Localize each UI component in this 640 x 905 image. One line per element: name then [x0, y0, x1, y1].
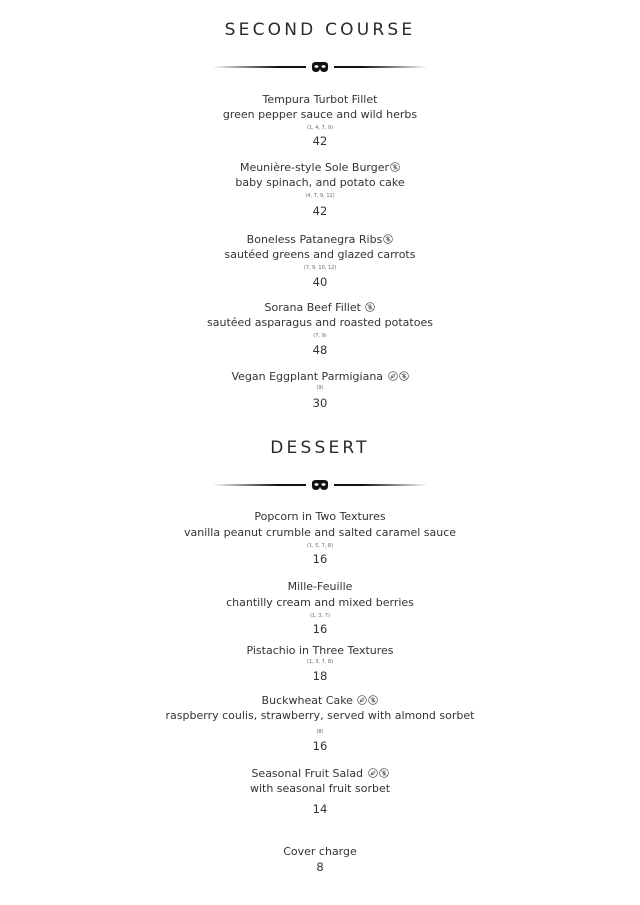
- cover-charge-label: Cover charge: [283, 845, 357, 858]
- item-name: Vegan Eggplant Parmigiana: [231, 370, 384, 383]
- menu-item: [0, 766, 640, 817]
- item-price: 40: [312, 275, 328, 289]
- cover-charge-price: 8: [316, 860, 324, 874]
- item-description: sautéed greens and glazed carrots: [224, 248, 416, 261]
- item-price: 18: [312, 669, 328, 683]
- item-price: 16: [312, 739, 328, 753]
- vegan-icon: [388, 371, 398, 381]
- divider-line-right: [334, 66, 428, 68]
- mask-icon: [311, 480, 329, 490]
- item-allergens: (1, 3, 7, 8): [306, 659, 334, 665]
- item-allergens: (4, 7, 9, 12): [305, 193, 335, 199]
- gluten-free-icon: [383, 234, 393, 244]
- menu-item: [0, 300, 640, 358]
- menu-item: [0, 92, 640, 149]
- gluten-free-icon: [365, 302, 375, 312]
- menu-item: [0, 369, 640, 411]
- item-allergens: (1, 4, 7, 9): [306, 125, 334, 131]
- item-name: Popcorn in Two Textures: [254, 510, 386, 523]
- item-price: 42: [312, 204, 328, 218]
- item-price: 48: [312, 343, 328, 357]
- divider-line-left: [212, 66, 306, 68]
- item-name: Boneless Patanegra Ribs: [246, 233, 383, 246]
- item-description: baby spinach, and potato cake: [235, 176, 405, 189]
- gluten-free-icon: [379, 768, 389, 778]
- item-name: Seasonal Fruit Salad: [251, 767, 364, 780]
- menu-item: [0, 509, 640, 567]
- item-allergens: (1, 5, 7, 8): [306, 543, 334, 549]
- item-description: green pepper sauce and wild herbs: [222, 108, 418, 121]
- menu-item: [0, 232, 640, 290]
- item-name: Tempura Turbot Fillet: [262, 93, 378, 106]
- menu-item: [0, 579, 640, 637]
- item-allergens: (7, 9): [313, 333, 327, 339]
- item-name: Mille-Feuille: [287, 580, 353, 593]
- vegan-icon: [368, 768, 378, 778]
- item-name: Meunière-style Sole Burger: [239, 161, 390, 174]
- item-price: 42: [312, 134, 328, 148]
- item-name: Buckwheat Cake: [261, 694, 353, 707]
- section-title-second-course: SECOND COURSE: [224, 20, 416, 40]
- item-description: sautéed asparagus and roasted potatoes: [207, 316, 433, 329]
- ornament-divider: [212, 62, 428, 72]
- divider-line-left: [212, 484, 306, 486]
- divider-line-right: [334, 484, 428, 486]
- menu-item: [0, 643, 640, 684]
- gluten-free-icon: [390, 162, 400, 172]
- item-allergens: (9): [316, 385, 324, 391]
- item-price: 16: [312, 622, 328, 636]
- item-description: with seasonal fruit sorbet: [249, 782, 391, 795]
- item-description: raspberry coulis, strawberry, served with almond sorbet: [165, 709, 475, 722]
- section-title-dessert: DESSERT: [270, 438, 370, 458]
- item-price: 16: [312, 552, 328, 566]
- mask-icon: [311, 62, 329, 72]
- item-allergens: (1, 3, 7): [310, 613, 330, 619]
- ornament-divider: [212, 480, 428, 490]
- gluten-free-icon: [368, 695, 378, 705]
- item-description: vanilla peanut crumble and salted caramel sauce: [183, 526, 457, 539]
- item-name: Sorana Beef Fillet: [264, 301, 361, 314]
- item-price: 30: [312, 396, 328, 410]
- vegan-icon: [357, 695, 367, 705]
- menu-item: [0, 160, 640, 219]
- gluten-free-icon: [399, 371, 409, 381]
- item-name: Pistachio in Three Textures: [246, 644, 394, 657]
- cover-charge: [0, 844, 640, 875]
- item-allergens: (8): [316, 729, 324, 735]
- menu-item: [0, 693, 640, 754]
- item-price: 14: [312, 802, 328, 816]
- item-description: chantilly cream and mixed berries: [226, 596, 414, 609]
- item-allergens: (7, 9, 10, 12): [303, 265, 337, 271]
